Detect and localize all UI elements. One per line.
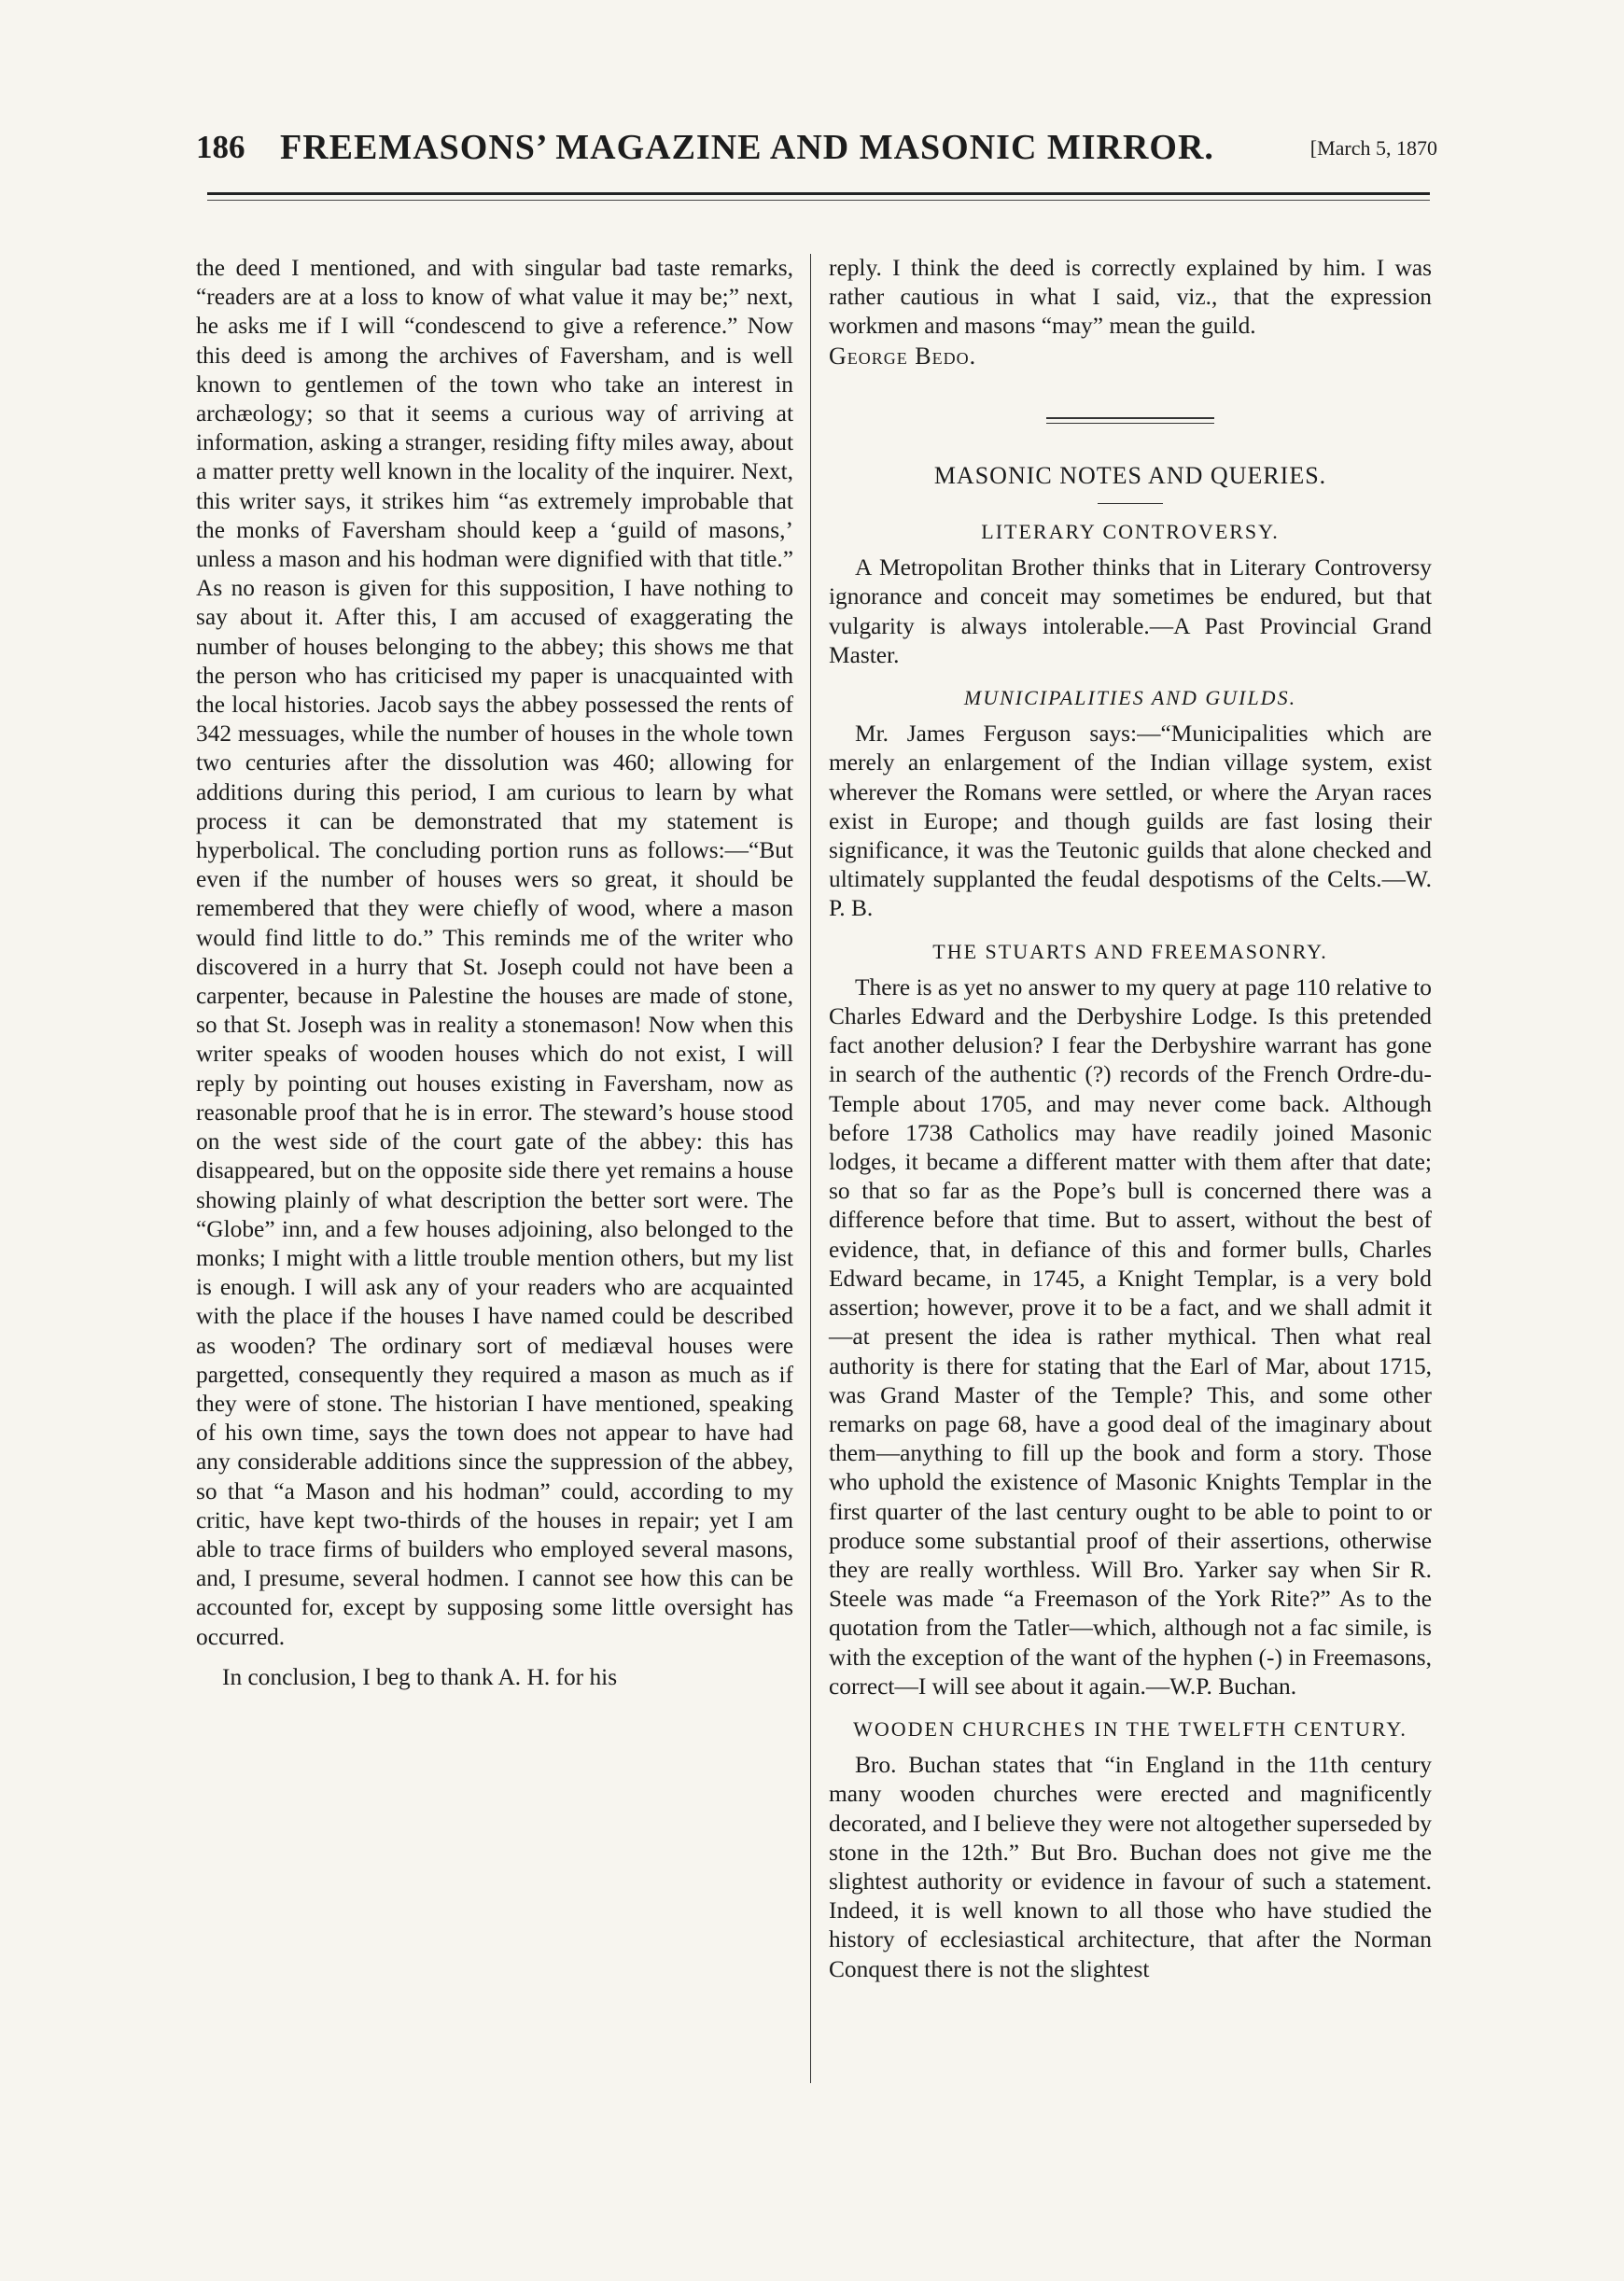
body-paragraph: the deed I mentioned, and with singular bad taste remarks, “readers are at a loss to know of what value it may be;” next, he asks me if I will “condescend to give a reference.” Now this deed is among the archives of Faversham, and is well known to gentlemen of the town who take an interest in archæology; so that it seems a curious way of arriving at information, asking a stranger, residing fifty miles away, about a matter pretty well known in the locality of the inquirer. Next, this writer says, it strikes him “as extremely improbable that the monks of Faversham should keep a ‘guild of masons,’ unless a mason and his hodman were dignified with that title.” As no reason is given for this supposition, I have nothing to say about it. After this, I am accused of exaggerating the number of houses belonging to the abbey; this shows me that the person who has criticised my paper is unacquainted with the local histories. Jacob says the abbey possessed the rents of 342 messuages, while the number of houses in the whole town two centuries after the dissolution was 460; allowing for additions during this period, I am curious to learn by what process it can be demonstrated that my statement is hyperbolical. The concluding portion runs as follows:—“But even if the number of houses wers so great, it should be remembered that they were chiefly of wood, where a mason would find little to do.” This reminds me of the writer who discovered in a hurry that St. Joseph could not have been a carpenter, because in Palestine the houses are made of stone, so that St. Joseph was in reality a stonemason! Now when this writer speaks of wooden houses which do not exist, I will reply by pointing out houses existing in Faversham, now as reasonable proof that he is in error. The steward’s house stood on the west side of the court gate of the abbey: this has disappeared, but on the opposite side there yet remains a house showing plainly of what description the better sort were. The “Globe” inn, and a few houses adjoining, also belonged to the monks; I might with a little trouble mention others, but my list is enough. I will ask any of your readers who are acquainted with the place if the houses I have named could be described as wooden? The ordinary sort of mediæval houses were pargetted, consequently they required a mason as much as if they were of stone. The historian I have mentioned, speaking of his own time, says the town does not appear to have had any considerable additions since the suppression of the abbey, so that “a Mason and his hodman” could, according to my critic, have kept two-thirds of the houses in repair; yet I am able to trace firms of builders who employed several masons, and, I presume, several hodmen. I cannot see how this can be accounted for, except by supposing some little oversight has occurred.: [196, 255, 793, 1650]
query-body: Bro. Buchan states that “in England in the 11th century many wooden churches were erected and magnificently decorated, and I believe they were not altogether superseded by stone in the 12th.” But Bro. Buchan does not give me the slightest authority or evidence in favour of such a statement. Indeed, it is well known to all those who have studied the history of ecclesiastical architecture, that after the Norman Conquest there is not the slightest: [829, 1752, 1432, 1982]
query-heading: WOODEN CHURCHES IN THE TWELFTH CENTURY.: [853, 1716, 1407, 1741]
body-paragraph: In conclusion, I beg to thank A. H. for his: [222, 1663, 618, 1690]
issue-date: [March 5, 1870: [1309, 136, 1437, 160]
query-heading: THE STUARTS AND FREEMASONRY.: [932, 939, 1328, 963]
continuation-paragraph: reply. I think the deed is correctly explained by him. I was rather cautious in what I said, viz., that the expression workmen and masons “may” mean the guild.: [829, 255, 1432, 340]
magazine-title: FREEMASONS’ MAGAZINE AND MASONIC MIRROR.: [280, 128, 1214, 167]
query-heading: LITERARY CONTROVERSY.: [981, 520, 1280, 544]
query-body: There is as yet no answer to my query at page 110 relative to Charles Edward and the Derbyshire Lodge. Is this pretended fact another delusion? I fear the Derbyshire warrant has gone in search of the authentic (?) records of the French Ordre-du-Temple about 1705, and may never come back. Although before 1738 Catholics may have readily joined Masonic lodges, it became a different matter with them after that date; so that so far as the Pope’s bull is concerned there was a difference before that time. But to assert, without the best of evidence, that, in defiance of this and former bulls, Charles Edward became, in 1745, a Knight Templar, is a very bold assertion; however, prove it to be a fact, and we shall admit it—at present the idea is rather mythical. Then what real authority is there for stating that the Earl of Mar, about 1715, was Grand Master of the Temple? This, and some other remarks on page 68, have a good deal of the imaginary about them—anything to fill up the book and form a story. Those who uphold the existence of Masonic Knights Templar in the first quarter of the last century ought to be able to point to or produce some substantial proof of their assertions, otherwise they are really worthless. Will Bro. Yarker say when Sir R. Steele was made “a Freemason of the York Rite?” As to the quotation from the Tatler—which, although not a fac simile, is with the exception of the want of the hyphen (-) in Freemasons, correct—I will see about it again.—W.P. Buchan.: [829, 973, 1432, 1700]
section-divider: [1046, 417, 1214, 424]
author-signature: George Bedo.: [829, 342, 977, 370]
query-body: A Metropolitan Brother thinks that in Literary Controversy ignorance and conceit may sometimes be endured, but that vulgarity is always intolerable.—A Past Provincial Grand Master.: [829, 554, 1432, 668]
header-rule-thin: [207, 200, 1430, 201]
header-rule: [207, 192, 1430, 195]
query-body: Mr. James Ferguson says:—“Municipalities which are merely an enlargement of the Indian village system, exist wherever the Romans were settled, or where the Aryan races exist in Europe; and though guilds are fast losing their significance, it was the Teutonic guilds that alone checked and ultimately supplanted the feudal despotisms of the Celts.—W. P. B.: [829, 721, 1432, 922]
section-title: MASONIC NOTES AND QUERIES.: [933, 461, 1327, 489]
left-column: [196, 254, 793, 1692]
query-heading: MUNICIPALITIES AND GUILDS.: [963, 686, 1297, 710]
running-head: [196, 129, 1437, 185]
column-divider: [810, 254, 811, 2083]
title-rule: [1098, 503, 1163, 504]
right-column: [829, 254, 1432, 1984]
page-number: 186: [196, 129, 245, 165]
